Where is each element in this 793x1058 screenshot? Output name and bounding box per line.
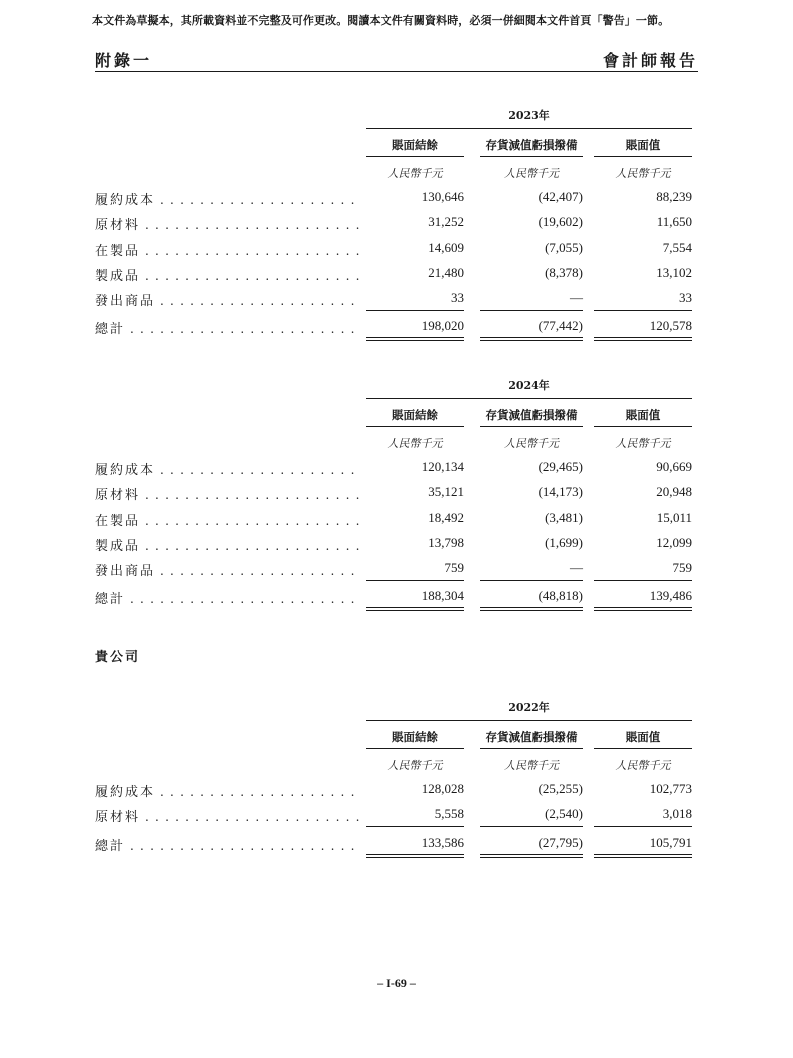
report-title: 會計師報告 <box>602 51 698 70</box>
cell-carrying-balance: 31,252 <box>428 214 464 229</box>
unit-label: 人民幣千元 <box>504 167 559 180</box>
cell-carrying-value: 102,773 <box>649 781 692 796</box>
cell-impairment: (29,465) <box>538 459 583 474</box>
cell-carrying-balance: 188,304 <box>421 588 464 603</box>
row-label: 總計 . . . <box>95 835 360 854</box>
subtotal-rule <box>366 580 464 581</box>
table-row <box>95 806 698 826</box>
cell-impairment: — <box>570 560 583 575</box>
cell-impairment: (3,481) <box>545 510 583 525</box>
cell-impairment: (2,540) <box>545 806 583 821</box>
total-double-rule <box>480 337 583 341</box>
cell-carrying-value: 139,486 <box>649 588 692 603</box>
table-row <box>95 459 698 479</box>
subtotal-rule <box>594 310 692 311</box>
cell-impairment: (27,795) <box>538 835 583 850</box>
year-heading: 2022年 <box>366 699 692 721</box>
unit-label: 人民幣千元 <box>504 437 559 450</box>
cell-carrying-balance: 128,028 <box>421 781 464 796</box>
cell-impairment: (14,173) <box>538 484 583 499</box>
table-row <box>95 265 698 285</box>
cell-carrying-value: 20,948 <box>656 484 692 499</box>
col-carrying-value: 賬面值 <box>594 407 692 427</box>
unit-label: 人民幣千元 <box>387 759 443 772</box>
col-impairment-provision: 存貨減值虧損撥備 <box>480 137 583 157</box>
cell-carrying-value: 7,554 <box>662 240 692 255</box>
unit-label: 人民幣千元 <box>615 167 671 180</box>
cell-carrying-balance: 14,609 <box>428 240 464 255</box>
cell-carrying-value: 88,239 <box>656 189 692 204</box>
table-row <box>95 214 698 234</box>
page-number: – I-69 – <box>377 976 416 990</box>
cell-carrying-balance: 33 <box>451 290 464 305</box>
cell-impairment: (48,818) <box>538 588 583 603</box>
subtotal-rule <box>594 580 692 581</box>
cell-carrying-balance: 13,798 <box>428 535 464 550</box>
total-double-rule <box>594 607 692 611</box>
total-double-rule <box>366 607 464 611</box>
cell-carrying-balance: 35,121 <box>428 484 464 499</box>
appendix-title: 附錄一 <box>95 51 153 70</box>
row-label: 總計 . . . <box>95 318 360 337</box>
cell-carrying-value: 33 <box>679 290 692 305</box>
total-double-rule <box>480 607 583 611</box>
cell-carrying-balance: 120,134 <box>421 459 464 474</box>
cell-impairment: (8,378) <box>545 265 583 280</box>
cell-impairment: (1,699) <box>545 535 583 550</box>
cell-carrying-value: 15,011 <box>656 510 692 525</box>
row-label: 製成品 . . . <box>95 265 360 284</box>
row-label: 原材料 . . . <box>95 484 360 503</box>
row-label: 發出商品 . . . <box>95 290 360 309</box>
unit-label: 人民幣千元 <box>387 437 443 450</box>
section-title-company: 貴公司 <box>95 650 141 665</box>
cell-carrying-balance: 133,586 <box>421 835 464 850</box>
col-carrying-balance: 賬面結餘 <box>366 729 464 749</box>
cell-carrying-value: 3,018 <box>662 806 692 821</box>
row-label: 履約成本 . . . <box>95 459 360 478</box>
total-row <box>95 835 698 855</box>
unit-label: 人民幣千元 <box>504 759 559 772</box>
cell-carrying-value: 11,650 <box>656 214 692 229</box>
col-carrying-balance: 賬面結餘 <box>366 137 464 157</box>
row-label: 在製品 . . . <box>95 240 360 259</box>
cell-impairment: — <box>570 290 583 305</box>
subtotal-rule <box>366 826 464 827</box>
table-row <box>95 290 698 310</box>
subtotal-rule <box>480 310 583 311</box>
cell-carrying-value: 12,099 <box>656 535 692 550</box>
cell-carrying-balance: 198,020 <box>421 318 464 333</box>
year-heading: 2024年 <box>366 377 692 399</box>
cell-carrying-value: 120,578 <box>649 318 692 333</box>
draft-disclaimer: 本文件為草擬本，其所載資料並不完整及可作更改。閱讀本文件有關資料時，必須一併細閱本文件首頁「警告」一節。 <box>92 14 670 27</box>
table-row <box>95 189 698 209</box>
table-row <box>95 510 698 530</box>
subtotal-rule <box>480 826 583 827</box>
col-impairment-provision: 存貨減值虧損撥備 <box>480 729 583 749</box>
cell-carrying-value: 90,669 <box>656 459 692 474</box>
cell-carrying-balance: 18,492 <box>428 510 464 525</box>
row-label: 履約成本 . . . <box>95 189 360 208</box>
row-label: 總計 . . . <box>95 588 360 607</box>
table-row <box>95 240 698 260</box>
total-double-rule <box>366 854 464 858</box>
cell-impairment: (77,442) <box>538 318 583 333</box>
cell-carrying-balance: 759 <box>444 560 464 575</box>
table-row <box>95 560 698 580</box>
total-double-rule <box>480 854 583 858</box>
table-row <box>95 781 698 801</box>
table-row <box>95 484 698 504</box>
cell-carrying-value: 13,102 <box>656 265 692 280</box>
row-label: 原材料 . . . <box>95 214 360 233</box>
cell-carrying-balance: 5,558 <box>434 806 464 821</box>
table-row <box>95 535 698 555</box>
cell-carrying-balance: 130,646 <box>421 189 464 204</box>
row-label: 製成品 . . . <box>95 535 360 554</box>
row-label: 在製品 . . . <box>95 510 360 529</box>
cell-impairment: (7,055) <box>545 240 583 255</box>
row-label: 履約成本 . . . <box>95 781 360 800</box>
cell-carrying-value: 759 <box>672 560 692 575</box>
cell-impairment: (42,407) <box>538 189 583 204</box>
total-row <box>95 588 698 608</box>
col-carrying-value: 賬面值 <box>594 729 692 749</box>
total-row <box>95 318 698 338</box>
year-heading: 2023年 <box>366 107 692 129</box>
cell-carrying-value: 105,791 <box>649 835 692 850</box>
col-carrying-balance: 賬面結餘 <box>366 407 464 427</box>
total-double-rule <box>594 337 692 341</box>
col-impairment-provision: 存貨減值虧損撥備 <box>480 407 583 427</box>
unit-label: 人民幣千元 <box>615 759 671 772</box>
header-rule <box>95 71 698 72</box>
cell-carrying-balance: 21,480 <box>428 265 464 280</box>
subtotal-rule <box>366 310 464 311</box>
subtotal-rule <box>480 580 583 581</box>
total-double-rule <box>366 337 464 341</box>
col-carrying-value: 賬面值 <box>594 137 692 157</box>
row-label: 發出商品 . . . <box>95 560 360 579</box>
row-label: 原材料 . . . <box>95 806 360 825</box>
subtotal-rule <box>594 826 692 827</box>
unit-label: 人民幣千元 <box>615 437 671 450</box>
unit-label: 人民幣千元 <box>387 167 443 180</box>
total-double-rule <box>594 854 692 858</box>
cell-impairment: (19,602) <box>538 214 583 229</box>
cell-impairment: (25,255) <box>538 781 583 796</box>
